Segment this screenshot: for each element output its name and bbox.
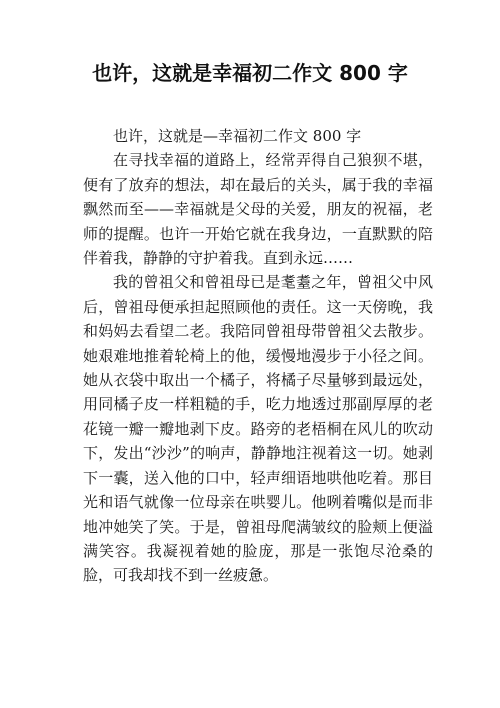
paragraph-intro: 在寻找幸福的道路上，经常弄得自己狼狈不堪，便有了放弃的想法，却在最后的关头，属于我的幸福飘然而至——幸福就是父母的关爱，朋友的祝福，老师的提醒。也许一开始它就在我身边，一直默默的陪伴着我，静静的守护着我。直到永远……: [83, 151, 433, 268]
article-subtitle: 也许，这就是—幸福初二作文 800 字: [113, 127, 362, 145]
paragraph-great-grandparents: 我的曾祖父和曾祖母已是耄耋之年，曾祖父中风后，曾祖母便承担起照顾他的责任。这一天傍晚，我和妈妈去看望二老。我陪同曾祖母带曾祖父去散步。她艰难地推着轮椅上的他，缓慢地漫步于小径之间。她从衣袋中取出一个橘子，将橘子尽量够到最远处，用同橘子皮一样粗糙的手，吃力地透过那副厚厚的老花镜一瓣一瓣地剥下皮。路旁的老梧桐在风儿的吹动下，发出“沙沙”的响声，静静地注视着这一切。她剥下一囊，送入他的口中，轻声细语地哄他吃着。那目光和语气就像一位母亲在哄婴儿。他咧着嘴似是而非地冲她笑了笑。于是，曾祖母爬满皱纹的脸颊上便溢满笑容。我凝视着她的脸庞，那是一张饱尽沧桑的脸，可我却找不到一丝疲惫。: [83, 273, 433, 585]
article-body: [83, 124, 433, 588]
document-title: 也许，这就是幸福初二作文 800 字: [92, 61, 408, 85]
